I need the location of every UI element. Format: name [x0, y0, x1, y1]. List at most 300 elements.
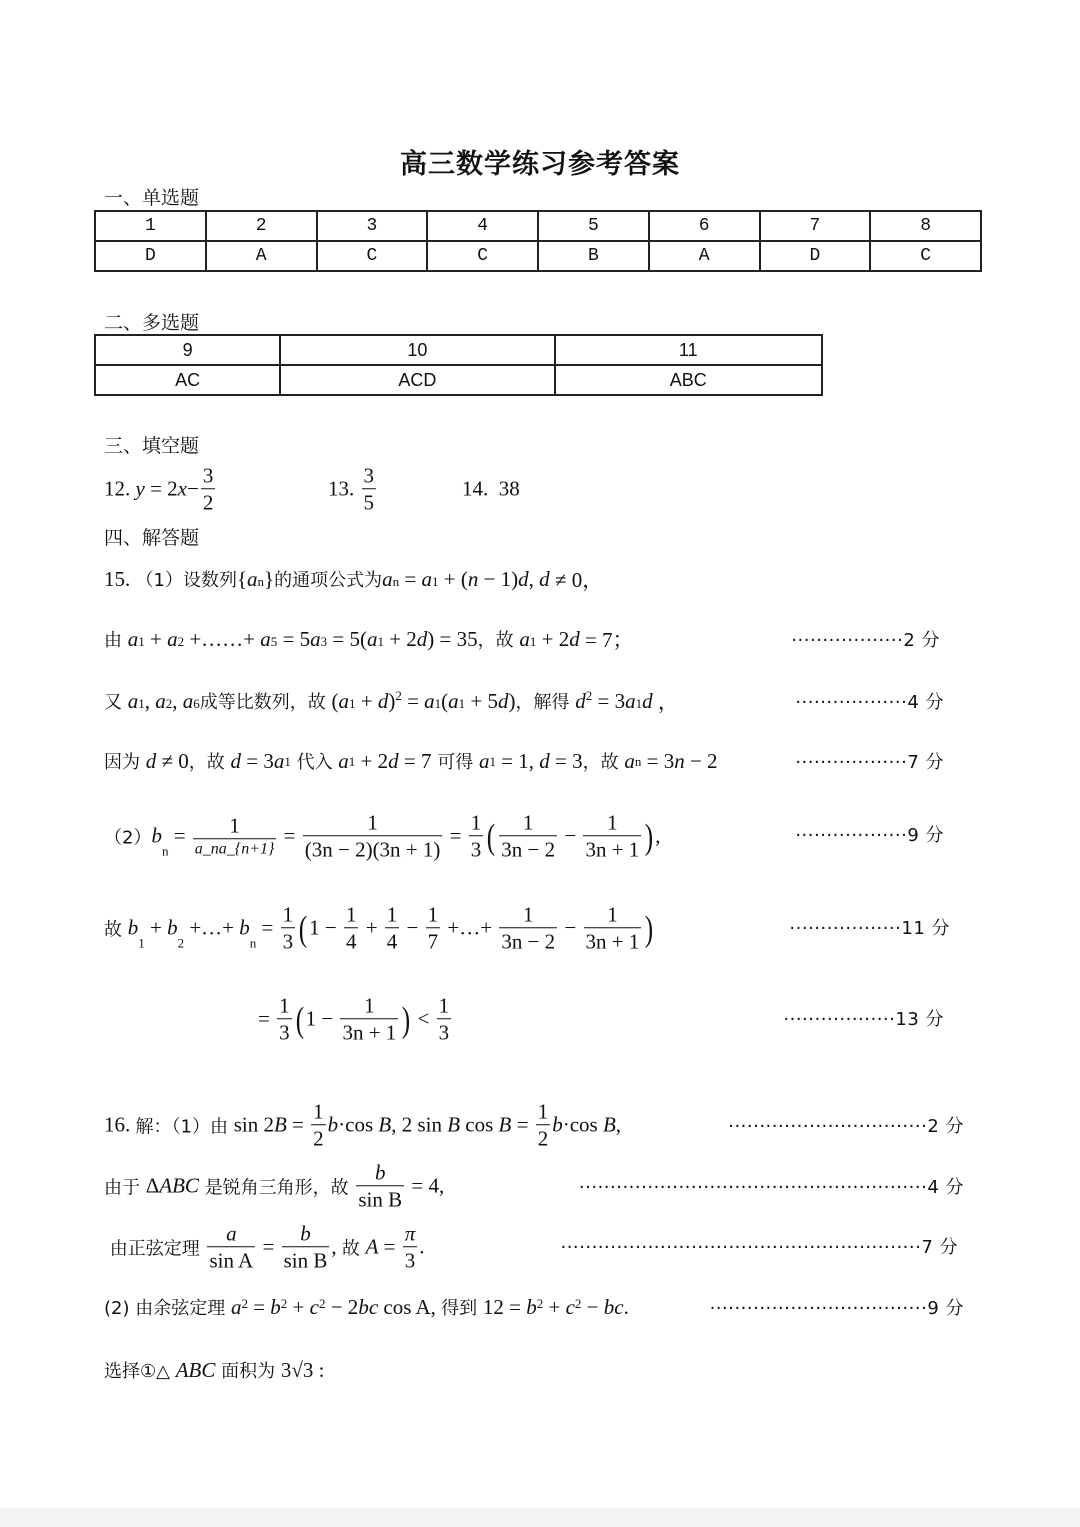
- math-text: 13.: [328, 476, 360, 501]
- subscript: 1: [348, 754, 356, 769]
- math-variable: B: [498, 1112, 512, 1137]
- fraction: [282, 1220, 330, 1274]
- fraction-part: sin B: [358, 1187, 403, 1212]
- fraction-part: b: [375, 1160, 386, 1185]
- fraction: [344, 901, 359, 955]
- q16-line-3: [104, 1220, 425, 1274]
- math-variable: d: [518, 566, 529, 591]
- math-variable: a: [167, 626, 178, 651]
- fraction-part: 3n + 1: [342, 1020, 397, 1045]
- fraction-part: (3n − 2)(3n + 1): [304, 837, 441, 862]
- table-cell: 1: [95, 211, 206, 241]
- math-text: 1 −: [305, 1006, 339, 1031]
- single-choice-table: [94, 210, 982, 272]
- math-text: + (: [438, 566, 468, 591]
- math-variable: a: [273, 748, 285, 773]
- text-segment: 面积为: [215, 1361, 281, 1382]
- math-text: = 3: [592, 688, 626, 713]
- math-text: cos: [460, 1112, 499, 1137]
- text-segment: 由于: [104, 1177, 146, 1198]
- text-segment: (2) 由余弦定理: [104, 1298, 231, 1319]
- fraction: [584, 901, 642, 955]
- table-cell: 7: [760, 211, 871, 241]
- fill-answer-12: [104, 462, 217, 516]
- math-variable: a: [310, 626, 321, 651]
- table-cell: C: [427, 241, 538, 271]
- q16-line-5: [104, 1357, 324, 1383]
- q16-line-2: [104, 1159, 444, 1213]
- math-text: + 2: [355, 748, 389, 773]
- text-segment: 的通项公式为: [274, 570, 383, 591]
- math-text: =: [257, 1234, 280, 1259]
- fraction: [356, 1159, 404, 1213]
- fraction: [469, 809, 484, 863]
- subscript: 2: [177, 634, 185, 649]
- math-text: ): [388, 688, 396, 713]
- table-cell: AC: [95, 365, 280, 395]
- subscript: 1: [635, 696, 643, 711]
- fraction: [536, 1098, 551, 1152]
- math-text: Δ: [145, 1173, 160, 1198]
- fraction-part: 2: [313, 1126, 324, 1151]
- subscript: 5: [270, 634, 278, 649]
- text-segment: 因为: [104, 752, 146, 773]
- big-paren: (: [487, 816, 496, 856]
- math-variable: a: [519, 626, 530, 651]
- math-text: + 2: [536, 626, 570, 651]
- math-text: = 3: [549, 748, 583, 773]
- score-mark: ··················7 分: [795, 752, 944, 773]
- score-mark: ··················2 分: [791, 630, 940, 651]
- superscript: 2: [318, 1296, 326, 1311]
- math-text: ) = 35: [427, 626, 478, 651]
- table-cell: A: [206, 241, 317, 271]
- math-text: − 2: [684, 748, 718, 773]
- math-text: =: [511, 1112, 534, 1137]
- math-text: +: [355, 688, 378, 713]
- math-variable: a: [448, 688, 459, 713]
- math-variable: d: [416, 626, 428, 651]
- math-text: +: [144, 626, 168, 651]
- fraction-part: 1: [537, 1099, 549, 1124]
- score-mark: ··················11 分: [789, 918, 950, 939]
- subscript: 2: [177, 934, 185, 950]
- math-variable: d: [569, 626, 580, 651]
- math-variable: n: [467, 566, 479, 591]
- table-cell: 5: [538, 211, 649, 241]
- text-segment: 代入: [290, 752, 339, 773]
- superscript: 2: [280, 1296, 288, 1311]
- fill-answer-13: [328, 462, 378, 516]
- fraction: [303, 809, 443, 863]
- math-text: ,: [655, 823, 661, 848]
- fraction: [583, 809, 641, 863]
- fraction-part: sin B: [283, 1248, 328, 1273]
- fraction: [403, 1220, 418, 1274]
- math-text: +: [543, 1294, 566, 1319]
- q15-line-1: [104, 564, 603, 594]
- math-variable: a: [155, 688, 166, 713]
- math-text: sin 2: [233, 1112, 274, 1137]
- fraction-part: 2: [202, 490, 214, 515]
- math-variable: d: [642, 688, 653, 713]
- fraction-part: 3: [202, 463, 214, 488]
- subscript: 1: [377, 634, 384, 649]
- fraction-part: b: [300, 1221, 311, 1246]
- fraction-part: 1: [438, 993, 450, 1018]
- math-variable: d: [498, 688, 509, 713]
- question-number-row: [95, 335, 822, 365]
- table-cell: A: [649, 241, 760, 271]
- subscript: n: [161, 842, 169, 858]
- math-variable: b: [526, 1294, 537, 1319]
- text-segment: ，解得: [515, 692, 576, 713]
- math-text: = 3: [241, 748, 274, 773]
- math-variable: c: [309, 1294, 319, 1319]
- math-variable: a: [625, 688, 636, 713]
- math-text: = 2: [144, 476, 178, 501]
- question-number-row: [95, 211, 981, 241]
- text-segment: 是锐角三角形，故: [198, 1177, 355, 1198]
- math-text: 12.: [104, 476, 136, 501]
- fraction-part: 3: [404, 1248, 416, 1273]
- math-text: =: [168, 823, 191, 848]
- math-variable: d: [388, 748, 399, 773]
- math-variable: B: [273, 1112, 287, 1137]
- math-variable: a: [421, 566, 432, 591]
- math-text: 12 =: [482, 1294, 527, 1319]
- table-cell: C: [870, 241, 981, 271]
- math-text: =: [256, 915, 279, 940]
- fraction: [499, 901, 557, 955]
- math-variable: a: [182, 688, 194, 713]
- math-text: =: [247, 1294, 271, 1319]
- score-mark: ··················4 分: [795, 692, 944, 713]
- math-text: = 1,: [495, 748, 540, 773]
- math-text: = 4,: [406, 1173, 445, 1198]
- superscript: 2: [585, 688, 593, 703]
- math-text: cos A,: [378, 1294, 442, 1319]
- math-variable: B: [447, 1112, 461, 1137]
- math-variable: d: [539, 748, 550, 773]
- math-text: ,: [172, 688, 183, 713]
- fraction-part: 1: [607, 810, 618, 835]
- score-mark: ··················9 分: [795, 825, 944, 846]
- superscript: 2: [241, 1296, 248, 1311]
- text-segment: 解：（1）由: [135, 1116, 234, 1137]
- math-text: (: [331, 688, 339, 713]
- subscript: 1: [138, 696, 145, 711]
- math-text: − 1): [478, 566, 519, 591]
- math-text: =: [258, 1006, 276, 1031]
- text-segment: 可得: [431, 752, 479, 773]
- superscript: 2: [536, 1296, 544, 1311]
- math-variable: ABC: [159, 1173, 199, 1198]
- text-segment: 由正弦定理: [104, 1238, 206, 1259]
- big-paren: (: [298, 908, 308, 948]
- math-text: +: [287, 1294, 310, 1319]
- table-cell: 8: [870, 211, 981, 241]
- math-text: , 2 sin: [391, 1112, 448, 1137]
- subscript: 1: [458, 696, 466, 711]
- math-text: ，: [652, 690, 679, 714]
- math-variable: a: [382, 566, 393, 591]
- math-text: 15.: [104, 566, 136, 591]
- subscript: 1: [138, 934, 145, 950]
- math-text: +: [144, 915, 168, 940]
- math-variable: d: [145, 748, 157, 773]
- math-text: +…+: [442, 915, 498, 940]
- subscript: 1: [138, 634, 145, 649]
- subscript: 1: [284, 754, 291, 769]
- q15-line-3: [104, 686, 679, 716]
- table-cell: 6: [649, 211, 760, 241]
- math-variable: a: [230, 1294, 242, 1319]
- fraction: [277, 992, 292, 1046]
- fraction-part: 3n + 1: [585, 837, 640, 862]
- section-solutions: 四、解答题: [104, 527, 200, 549]
- subscript: 1: [348, 696, 356, 711]
- math-variable: a: [127, 688, 139, 713]
- section-fill-blank: 三、填空题: [104, 435, 200, 457]
- table-cell: 3: [317, 211, 428, 241]
- fraction: [437, 992, 452, 1046]
- math-text: = 5: [277, 626, 311, 651]
- q15-line-7: [258, 992, 453, 1046]
- fraction-part: 4: [386, 929, 398, 954]
- math-variable: B: [602, 1112, 616, 1137]
- subscript: n: [249, 934, 257, 950]
- table-cell: 2: [206, 211, 317, 241]
- subscript: 3: [320, 634, 328, 649]
- math-text: = 3: [641, 748, 675, 773]
- text-segment: （1）设数列: [135, 570, 237, 591]
- subscript: 2: [165, 696, 173, 711]
- math-variable: b: [151, 823, 162, 848]
- math-text: ): [508, 688, 516, 713]
- section-multi-choice: 二、多选题: [104, 312, 200, 334]
- math-text: +……+: [184, 626, 261, 651]
- answer-row: [95, 241, 981, 271]
- math-variable: a: [424, 688, 435, 713]
- fraction-part: sin A: [209, 1248, 254, 1273]
- math-text: ≠ 0: [156, 748, 189, 773]
- math-variable: a: [478, 748, 490, 773]
- math-variable: b: [127, 915, 139, 940]
- fraction-part: 2: [537, 1126, 549, 1151]
- fraction: [385, 901, 400, 955]
- fraction-part: 3n − 2: [501, 929, 556, 954]
- fraction-part: 1: [229, 813, 240, 838]
- answer-row: [95, 365, 822, 395]
- section-single-choice: 一、单选题: [104, 187, 200, 209]
- fraction: [340, 992, 398, 1046]
- fraction: [207, 1220, 255, 1274]
- q16-line-4: [104, 1294, 629, 1320]
- fraction: [499, 809, 557, 863]
- math-text: =: [399, 566, 422, 591]
- text-segment: 故: [341, 1238, 366, 1259]
- subscript: 1: [489, 754, 496, 769]
- fraction-part: 7: [427, 929, 439, 954]
- fraction-part: 1: [364, 993, 375, 1018]
- q16-line-1: [104, 1098, 621, 1152]
- fraction-part: 1: [386, 902, 398, 927]
- fill-answer-14: [462, 477, 520, 502]
- fraction-part: 1: [470, 810, 482, 835]
- subscript: n: [634, 754, 642, 769]
- math-text: =: [444, 823, 467, 848]
- multi-choice-table: [94, 334, 823, 396]
- fraction-part: 1: [313, 1099, 324, 1124]
- math-text: .: [419, 1234, 425, 1259]
- subscript: n: [392, 574, 400, 589]
- table-cell: 10: [280, 335, 554, 365]
- math-text: +: [360, 915, 383, 940]
- fraction-part: 3n − 2: [501, 837, 556, 862]
- math-variable: bc: [358, 1294, 379, 1319]
- math-text: 1 −: [309, 915, 342, 940]
- math-variable: b: [327, 1112, 339, 1137]
- math-text: 3√3 :: [280, 1357, 325, 1382]
- text-segment: ，故: [477, 630, 520, 651]
- math-variable: a: [338, 688, 349, 713]
- math-variable: A: [365, 1234, 379, 1259]
- fraction-part: 1: [523, 902, 534, 927]
- math-text: ·cos: [338, 1112, 379, 1137]
- math-text: =: [278, 823, 301, 848]
- table-cell: C: [317, 241, 428, 271]
- math-text: −: [581, 1294, 604, 1319]
- superscript: 2: [395, 688, 402, 703]
- math-text: −: [187, 476, 199, 501]
- q15-line-5: [104, 809, 661, 863]
- fraction: [426, 901, 441, 955]
- fraction: [201, 462, 216, 516]
- fraction-part: 1: [345, 902, 357, 927]
- fraction-part: 3: [438, 1020, 450, 1045]
- subscript: 1: [434, 696, 442, 711]
- math-text: =: [378, 1234, 401, 1259]
- math-text: +…+: [184, 915, 240, 940]
- math-text: =: [401, 688, 425, 713]
- math-text: <: [412, 1006, 435, 1031]
- math-text: + 5: [465, 688, 498, 713]
- math-text: 14. 38: [462, 476, 520, 501]
- superscript: 2: [574, 1296, 582, 1311]
- text-segment: 故: [104, 919, 128, 940]
- fraction: [311, 1098, 326, 1152]
- text-segment: 又: [104, 692, 128, 713]
- math-text: ,: [528, 566, 540, 591]
- text-segment: ，故: [582, 752, 625, 773]
- fraction: [362, 462, 377, 516]
- math-text: {: [236, 566, 248, 591]
- math-variable: b: [552, 1112, 563, 1137]
- math-variable: a: [260, 626, 271, 651]
- math-text: − 2: [325, 1294, 359, 1319]
- math-variable: a: [366, 626, 378, 651]
- fraction-part: 3n + 1: [585, 929, 640, 954]
- math-variable: d: [575, 688, 586, 713]
- table-cell: D: [760, 241, 871, 271]
- fraction: [193, 812, 277, 859]
- subscript: n: [257, 574, 265, 589]
- math-text: + 2: [383, 626, 417, 651]
- math-variable: b: [239, 915, 250, 940]
- fraction-part: 3: [282, 929, 294, 954]
- subscript: 1: [529, 634, 537, 649]
- score-mark: ···································9 分: [709, 1298, 964, 1319]
- math-text: (: [441, 688, 449, 713]
- page-title: 高三数学练习参考答案: [400, 149, 680, 180]
- big-paren: ): [402, 999, 411, 1039]
- fraction-part: 1: [522, 810, 534, 835]
- math-text: = 5(: [327, 626, 367, 651]
- fraction-part: 5: [363, 490, 374, 515]
- math-text: = 7: [398, 748, 432, 773]
- fraction-part: a: [226, 1221, 237, 1246]
- fraction-part: 3: [363, 463, 374, 488]
- math-text: }: [264, 566, 275, 591]
- text-segment: 成等比数列，故: [199, 692, 332, 713]
- text-segment: 得到: [441, 1298, 483, 1319]
- math-text: 16.: [104, 1112, 136, 1137]
- fraction-part: π: [404, 1221, 416, 1246]
- fraction-part: 3: [279, 1020, 290, 1045]
- math-variable: B: [378, 1112, 392, 1137]
- math-text: −: [401, 915, 424, 940]
- fraction-part: 3: [470, 837, 482, 862]
- fraction-part: 1: [367, 810, 378, 835]
- fraction-part: 1: [279, 993, 290, 1018]
- score-mark: ································2 分: [728, 1116, 964, 1137]
- q15-line-4: [104, 748, 718, 774]
- fraction-part: 1: [282, 902, 294, 927]
- math-variable: d: [539, 566, 550, 591]
- score-mark: ··························································7 分: [560, 1237, 958, 1258]
- q15-line-6: [104, 901, 655, 955]
- math-variable: y: [135, 476, 145, 501]
- math-text: ·cos: [562, 1112, 603, 1137]
- q15-line-2: [104, 624, 634, 654]
- math-variable: a: [338, 748, 349, 773]
- page-bottom-strip: [0, 1508, 1080, 1527]
- table-cell: ACD: [280, 365, 554, 395]
- score-mark: ··················13 分: [783, 1009, 944, 1030]
- table-cell: 9: [95, 335, 280, 365]
- math-text: ,: [331, 1234, 342, 1259]
- math-text: = 7；: [579, 628, 634, 652]
- fraction-part: a_na_{n+1}: [194, 840, 275, 858]
- table-cell: B: [538, 241, 649, 271]
- math-variable: d: [377, 688, 389, 713]
- fraction-part: 4: [345, 929, 357, 954]
- math-variable: x: [177, 476, 187, 501]
- text-segment: 选择①△: [104, 1361, 176, 1382]
- math-variable: c: [565, 1294, 575, 1319]
- math-variable: a: [127, 626, 139, 651]
- score-mark: ························································4 分: [578, 1177, 964, 1198]
- big-paren: ): [645, 816, 654, 856]
- math-variable: b: [167, 915, 178, 940]
- math-text: −: [559, 823, 582, 848]
- text-segment: （2）: [104, 827, 152, 848]
- math-variable: a: [247, 566, 258, 591]
- subscript: 1: [431, 574, 439, 589]
- math-variable: b: [270, 1294, 281, 1319]
- fraction-part: 1: [607, 902, 618, 927]
